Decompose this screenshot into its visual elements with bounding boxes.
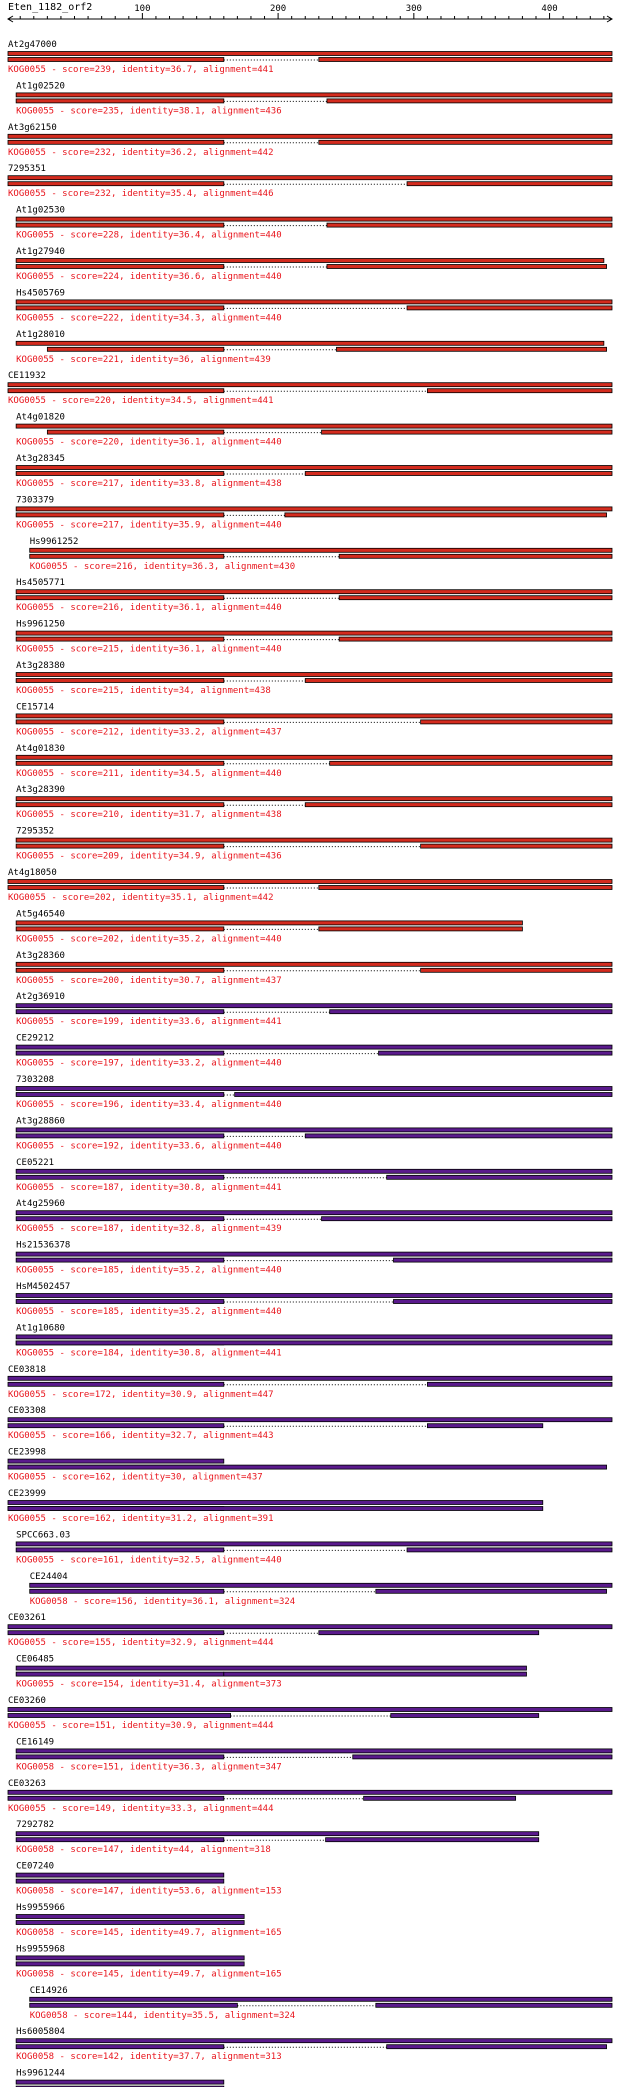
query-bar [16,1087,612,1091]
hit-stats: KOG0055 - score=215, identity=34, alignment=438 [16,686,271,696]
segment-b [421,968,612,972]
query-bar [30,1997,612,2001]
hit-row[interactable] [8,1365,612,1400]
hit-name: At2g47000 [8,40,57,50]
query-bar [16,797,612,801]
hit-row[interactable] [16,495,612,530]
hit-name: CE07240 [16,1861,55,1872]
segment-b [305,803,612,807]
hit-name: CE16149 [16,1737,55,1748]
hit-stats: KOG0055 - score=220, identity=36.1, alignment=440 [16,437,282,448]
hit-stats: KOG0055 - score=217, identity=35.9, alignment=440 [16,520,282,531]
query-bar [8,1459,224,1463]
segment-b [427,1424,542,1428]
query-bar [16,1873,224,1877]
segment-a [8,1631,224,1635]
query-bar [8,1501,543,1505]
query-bar [16,1335,612,1339]
hit-name: Hs9961244 [16,2068,65,2079]
query-bar [16,1004,612,1008]
segment-a [16,803,224,807]
tick-label: 400 [541,4,558,14]
tick-label: 300 [405,4,422,14]
hit-row[interactable] [16,1862,282,1897]
hit-list [8,40,612,2087]
hit-row[interactable] [16,1034,612,1069]
segment-b [339,554,612,558]
hit-name: 7295351 [8,164,46,175]
hit-row[interactable] [16,2027,612,2062]
hit-stats: KOG0055 - score=215, identity=36.1, alignment=440 [16,644,282,655]
hit-name: HsM4502457 [16,1282,71,1292]
hit-row[interactable] [30,1572,612,1607]
hit-row[interactable] [16,206,612,241]
segment-a [16,1051,224,1055]
hit-row[interactable] [16,702,612,737]
hit-row[interactable] [16,744,612,779]
segment-b [421,844,612,848]
segment-b [407,1548,612,1552]
hit-stats: KOG0055 - score=200, identity=30.7, alignment=437 [16,975,282,986]
segment-a [8,1796,224,1800]
hit-row[interactable] [8,1489,543,1524]
hit-row[interactable] [16,827,612,862]
segment-b [376,2003,612,2007]
query-bar [8,1418,612,1422]
hit-row[interactable] [16,1655,526,1690]
hit-row[interactable] [16,1323,612,1358]
segment-b [224,1672,527,1676]
query-bar [8,1376,612,1380]
hit-name: At3g28380 [16,661,65,671]
hit-row[interactable] [16,578,612,613]
segment-b [330,1010,612,1014]
query-bar [16,2039,612,2043]
query-bar [30,1583,612,1587]
hit-name: At4g01830 [16,743,65,754]
hit-name: CE03261 [8,1613,46,1624]
hit-name: At3g28360 [16,950,65,961]
segment-a [16,2045,224,2049]
segment-a [16,1010,224,1014]
hit-name: At3g28390 [16,785,65,796]
hit-stats: KOG0055 - score=224, identity=36.6, alignment=440 [16,272,282,282]
query-bar [16,341,604,345]
segment-b [285,513,607,517]
segment-b [391,1714,539,1718]
hit-stats: KOG0055 - score=162, identity=31.2, alignment=391 [8,1514,274,1524]
hit-name: At4g25960 [16,1199,65,1210]
hit-stats: KOG0055 - score=185, identity=35.2, alignment=440 [16,1307,282,1317]
hit-stats: KOG0055 - score=187, identity=30.8, alignment=441 [16,1182,282,1193]
segment-b [319,1631,539,1635]
segment-a [16,223,224,227]
segment-a [30,1589,224,1593]
hit-row[interactable] [16,1737,612,1772]
hit-row[interactable] [16,1944,282,1979]
segment-b [305,472,612,476]
hit-row[interactable] [8,868,612,903]
hit-stats: KOG0058 - score=156, identity=36.1, alignment=324 [29,1596,296,1607]
query-bar [16,921,522,925]
query-bar [8,383,612,387]
query-bar [16,1542,612,1546]
hit-name: 7292782 [16,1820,55,1831]
hit-name: At3g62150 [8,122,57,133]
segment-b [327,99,612,103]
segment-b [327,223,612,227]
query-bar [16,507,612,511]
hit-stats: KOG0055 - score=235, identity=38.1, alignment=436 [16,106,282,117]
hit-row[interactable] [8,371,612,406]
segment-b [353,1755,612,1759]
hit-name: CE03818 [8,1364,46,1375]
query-bar [16,673,612,677]
hit-row[interactable] [8,1448,607,1483]
hit-row[interactable] [16,1158,612,1193]
segment-a [16,927,224,931]
query-bar [30,548,612,552]
segment-a [8,140,224,144]
query-bar [16,1252,612,1256]
hit-name: Hs21536378 [16,1240,71,1251]
hit-name: At1g02530 [16,205,65,216]
hit-name: Hs9961250 [16,619,65,630]
hit-stats: KOG0055 - score=210, identity=31.7, alignment=438 [16,810,282,821]
segment-b [327,265,607,269]
hit-name: At1g27940 [16,247,65,257]
coordinate-axis [8,4,612,22]
hit-name: At3g28860 [16,1116,65,1127]
hit-stats: KOG0055 - score=184, identity=30.8, alignment=441 [16,1348,282,1359]
hit-stats: KOG0058 - score=145, identity=49.7, alignment=165 [16,1928,282,1938]
hit-stats: KOG0055 - score=149, identity=33.3, alignment=444 [8,1803,274,1814]
query-bar [16,300,612,304]
hit-row[interactable] [16,951,612,986]
segment-b [305,679,612,683]
query-bar [16,1169,612,1173]
hit-row[interactable] [16,1116,612,1151]
hit-name: CE24404 [29,1571,68,1582]
hit-name: SPCC663.03 [16,1530,71,1541]
segment-b [427,1382,612,1386]
hit-name: At3g28345 [16,454,65,464]
segment-a [16,720,224,724]
segment-b [379,1051,612,1055]
hit-stats: KOG0055 - score=212, identity=33.2, alignment=437 [16,727,282,738]
segment-a [16,306,224,310]
hit-name: Hs9955968 [16,1944,65,1955]
query-bar [16,1915,244,1919]
hit-name: CE06485 [16,1654,55,1665]
query-bar [16,2080,224,2084]
segment-b [322,1217,612,1221]
query-bar [8,1790,612,1794]
hit-name: CE03308 [8,1406,46,1417]
segment-a [16,1838,224,1842]
query-bar [16,714,612,718]
segment-a [16,968,224,972]
segment-b [319,927,523,931]
query-title: Eten_1182_orf2 [8,2,93,13]
hit-name: Hs6005804 [16,2027,65,2038]
query-bar [16,1666,526,1670]
query-bar [8,176,612,180]
hit-row[interactable] [16,992,612,1027]
hit-stats: KOG0055 - score=216, identity=36.3, alignment=430 [29,561,296,572]
hit-row[interactable] [8,1779,612,1814]
hit-row[interactable] [16,661,612,696]
hit-row[interactable] [16,1241,612,1276]
segment-a [8,389,224,393]
hit-row[interactable] [8,164,612,199]
hit-name: At1g28010 [16,329,65,340]
segment-b [339,637,612,641]
segment-a [16,472,224,476]
query-bar [16,631,612,635]
segment-a [16,1258,224,1262]
segment-b [407,306,612,310]
hit-row[interactable] [8,1613,612,1648]
segment-b [305,1134,612,1138]
hit-row[interactable] [8,1406,612,1441]
hit-row[interactable] [16,1075,612,1110]
segment-a [16,1300,224,1304]
hit-row[interactable] [16,620,612,655]
hit-row[interactable] [16,1199,612,1234]
segment-a [16,844,224,848]
query-bar [16,466,612,470]
hit-name: CE03263 [8,1778,46,1789]
hit-name: CE15714 [16,702,55,713]
hit-row[interactable] [30,537,612,572]
query-bar [16,259,604,263]
hit-stats: KOG0055 - score=232, identity=35.4, alignment=446 [8,189,274,200]
segment-a [8,58,224,62]
hit-row[interactable] [16,909,522,944]
hit-name: CE05221 [16,1157,55,1168]
segment-a [16,513,224,517]
hit-row[interactable] [16,1530,612,1565]
segment-b [427,389,612,393]
hit-row[interactable] [8,1696,612,1731]
hit-name: Hs4505771 [16,578,65,589]
query-bar [16,1956,244,1960]
hit-stats: KOG0055 - score=155, identity=32.9, alignment=444 [8,1638,274,1649]
segment-a [47,430,223,434]
hit-stats: KOG0058 - score=144, identity=35.5, alignment=324 [29,2010,296,2021]
segment-b [387,2045,607,2049]
hit-name: At1g10680 [16,1323,65,1334]
query-bar [16,1749,612,1753]
hit-row[interactable] [8,40,612,75]
segment-b [319,58,612,62]
segment-b [330,761,612,765]
hit-stats: KOG0055 - score=187, identity=32.8, alignment=439 [16,1224,282,1235]
hit-row[interactable] [16,330,606,365]
segment-b [8,1465,607,1469]
hit-stats: KOG0058 - score=145, identity=49.7, alignment=165 [16,1969,282,1980]
hit-row[interactable] [8,123,612,158]
query-bar [8,52,612,56]
segment-b [421,720,612,724]
segment-a [16,1548,224,1552]
query-bar [16,217,612,221]
hit-row[interactable] [16,1820,539,1855]
segment-b [387,1175,612,1179]
segment-b [393,1258,612,1262]
hit-row[interactable] [16,247,606,282]
segment-a [8,182,224,186]
segment-a [16,1217,224,1221]
segment-b [393,1300,612,1304]
hit-name: CE29212 [16,1033,55,1044]
hit-row[interactable] [16,785,612,820]
segment-a [16,679,224,683]
hit-name: CE14926 [29,1985,68,1996]
hit-row[interactable] [16,2069,282,2087]
query-bar [16,962,612,966]
hit-row[interactable] [16,413,612,448]
segment-a [8,886,224,890]
hit-name: Hs4505769 [16,288,65,299]
hit-name: CE11932 [8,371,46,382]
query-bar [16,1294,612,1298]
hit-stats: KOG0055 - score=211, identity=34.5, alignment=440 [16,768,282,779]
hit-stats: KOG0055 - score=232, identity=36.2, alignment=442 [8,147,274,158]
query-bar [16,1128,612,1132]
hit-stats: KOG0055 - score=221, identity=36, alignment=439 [16,354,271,365]
segment-a [8,1424,224,1428]
hit-stats: KOG0055 - score=199, identity=33.6, alignment=441 [16,1017,282,1028]
query-bar [16,1211,612,1215]
segment-a [16,1879,224,1883]
hit-stats: KOG0058 - score=147, identity=44, alignment=318 [16,1845,271,1856]
hit-row[interactable] [16,1903,282,1938]
hit-stats: KOG0055 - score=209, identity=34.9, alignment=436 [16,851,282,862]
segment-a [47,347,223,351]
query-bar [16,93,612,97]
hit-stats: KOG0055 - score=202, identity=35.1, alignment=442 [8,893,274,903]
hit-stats: KOG0055 - score=161, identity=32.5, alignment=440 [16,1555,282,1566]
segment-a [16,1962,244,1966]
segment-b [339,596,612,600]
hit-name: Hs9955966 [16,1903,65,1913]
hit-name: CE23999 [8,1489,46,1499]
segment-a [30,2003,238,2007]
hit-stats: KOG0058 - score=142, identity=37.7, alignment=313 [16,2052,282,2063]
hit-stats: KOG0058 - score=151, identity=36.3, alignment=347 [16,1762,282,1773]
query-bar [16,424,612,428]
segment-a [8,1382,224,1386]
hit-stats: KOG0055 - score=220, identity=34.5, alignment=441 [8,396,274,407]
query-bar [16,838,612,842]
segment-a [16,265,224,269]
segment-a [30,554,224,558]
segment-b [319,140,612,144]
query-bar [8,880,612,884]
hit-name: 7303208 [16,1075,55,1085]
segment-a [16,1921,244,1925]
segment-b [364,1796,516,1800]
hit-stats: KOG0055 - score=196, identity=33.4, alignment=440 [16,1100,282,1110]
hit-name: 7303379 [16,495,55,506]
query-bar [16,755,612,759]
segment-a [16,1175,224,1179]
hit-row[interactable] [16,1282,612,1317]
segment-b [322,430,612,434]
hit-stats: KOG0055 - score=239, identity=36.7, alignment=441 [8,65,274,75]
hit-name: At4g18050 [8,868,57,878]
hit-name: At4g01820 [16,412,65,423]
query-bar [8,1708,612,1712]
hit-stats: KOG0055 - score=185, identity=35.2, alignment=440 [16,1265,282,1276]
hit-name: 7295352 [16,826,55,837]
hit-stats: KOG0055 - score=217, identity=33.8, alignment=438 [16,479,282,489]
hit-name: At5g46540 [16,909,65,920]
hit-name: CE23998 [8,1447,46,1458]
hit-name: At1g02520 [16,81,65,92]
hit-stats: KOG0055 - score=162, identity=30, alignment=437 [8,1472,263,1483]
hit-row[interactable] [16,81,612,116]
hit-stats: KOG0055 - score=151, identity=30.9, alignment=444 [8,1721,274,1731]
segment-b [8,1507,543,1511]
hit-name: At2g36910 [16,992,65,1003]
segment-a [16,637,224,641]
tick-label: 200 [269,4,287,14]
segment-b [235,1093,612,1097]
query-bar [8,134,612,138]
segment-a [16,1672,224,1676]
hit-row[interactable] [16,288,612,323]
hit-stats: KOG0055 - score=166, identity=32.7, alignment=443 [8,1431,274,1442]
hit-row[interactable] [30,1986,612,2021]
segment-b [376,1589,607,1593]
hit-stats: KOG0055 - score=172, identity=30.9, alignment=447 [8,1389,274,1400]
segment-a [16,99,224,103]
segment-a [16,761,224,765]
query-bar [16,1832,539,1836]
segment-b [336,347,606,351]
hit-stats: KOG0055 - score=202, identity=35.2, alignment=440 [16,934,282,945]
hit-stats: KOG0055 - score=216, identity=36.1, alignment=440 [16,603,282,614]
segment-a [16,596,224,600]
segment-a [16,1755,224,1759]
segment-b [407,182,612,186]
segment-b [319,886,612,890]
hit-row[interactable] [16,454,612,489]
segment-a [16,1093,224,1097]
segment-a [8,1714,231,1718]
hit-name: Hs9961252 [29,536,79,547]
hit-name: CE03260 [8,1696,46,1706]
hit-stats: KOG0055 - score=192, identity=33.6, alignment=440 [16,1141,282,1152]
segment-b [326,1838,539,1842]
tick-label: 100 [134,4,151,14]
query-bar [8,1625,612,1629]
hit-stats: KOG0055 - score=222, identity=34.3, alignment=440 [16,313,282,324]
hit-stats: KOG0055 - score=228, identity=36.4, alignment=440 [16,230,282,241]
hit-stats: KOG0055 - score=197, identity=33.2, alignment=440 [16,1058,282,1069]
segment-b [16,1341,612,1345]
hit-stats: KOG0055 - score=154, identity=31.4, alignment=373 [16,1679,282,1690]
hit-stats: KOG0058 - score=147, identity=53.6, alignment=153 [16,1886,282,1897]
query-bar [16,590,612,594]
query-bar [16,1045,612,1049]
segment-a [16,1134,224,1138]
